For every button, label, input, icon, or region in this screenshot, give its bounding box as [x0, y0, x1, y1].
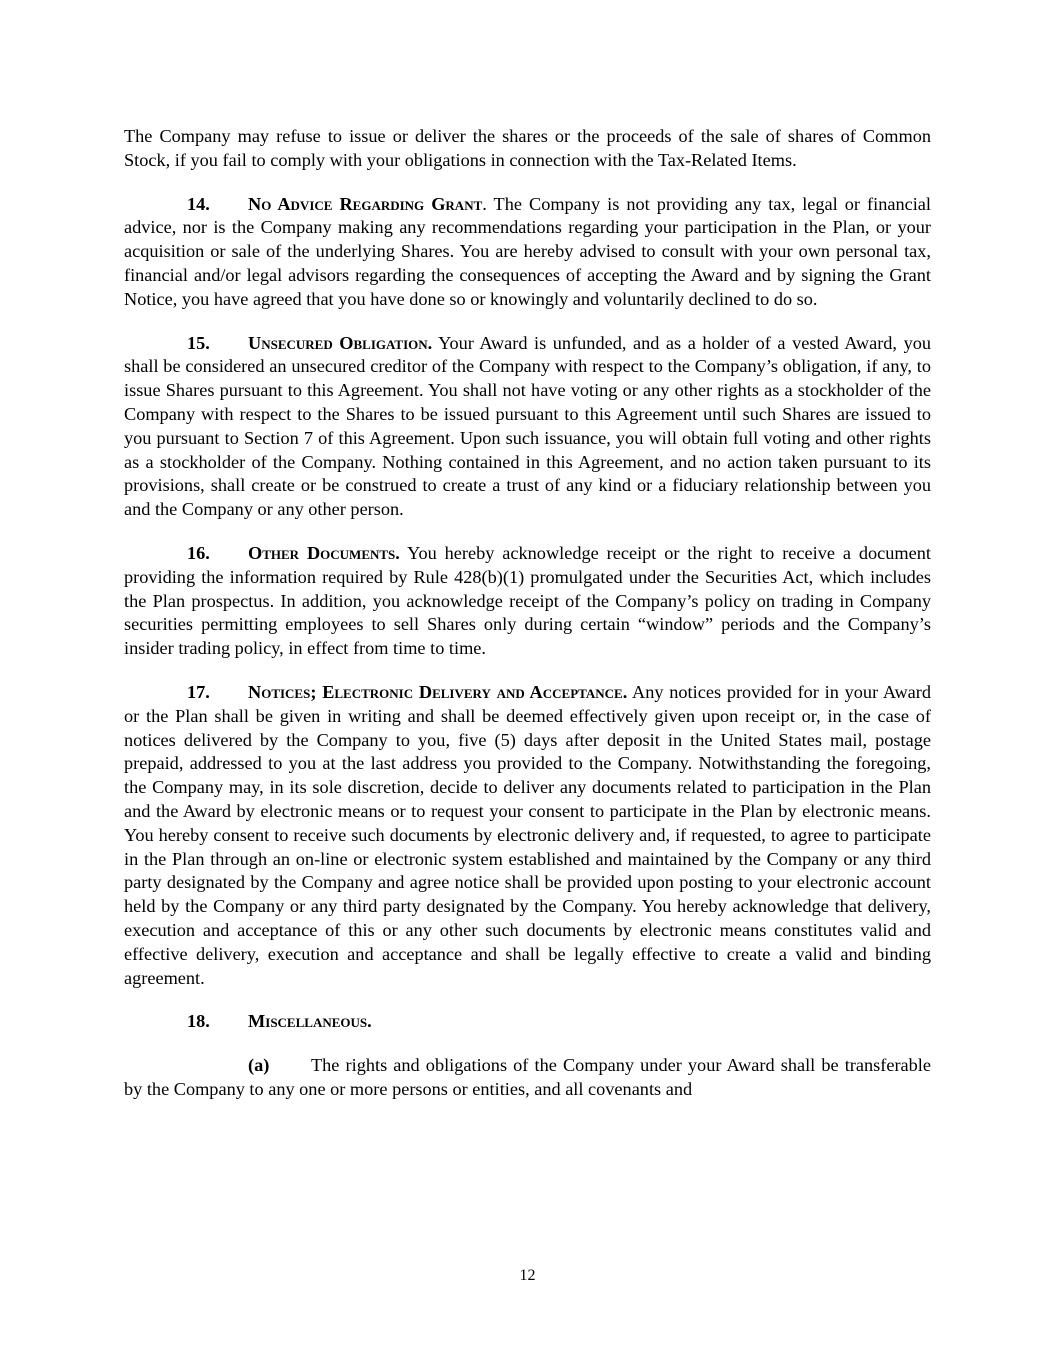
section-heading: Other Documents. [248, 542, 400, 563]
subsection-text: The rights and obligations of the Company under your Award shall be transferable by the Company to any one or more persons or entities, and all covenants and [124, 1055, 931, 1099]
section-heading: Notices; Electronic Delivery and Acceptance. [248, 681, 628, 702]
section-heading: No Advice Regarding Grant [248, 193, 483, 214]
intro-paragraph: The Company may refuse to issue or deliver the shares or the proceeds of the sale of shares of Common Stock, if you fail to comply with your obligations in connection with the Tax-Related Items. [124, 126, 931, 170]
subsection-a [124, 1054, 931, 1102]
section-heading-punct: . [482, 193, 487, 214]
section-16 [124, 542, 931, 661]
section-text: The Company is not providing any tax, legal or financial advice, nor is the Company making any recommendations regarding your participation in the Plan, or your acquisition or sale of the underlying Shares. You are hereby advised to consult with your own personal tax, financial and/or legal advisors regarding the consequences of accepting the Award and by signing the Grant Notice, you have agreed that you have done so or knowingly and voluntarily declined to do so. [124, 193, 931, 309]
section-17 [124, 681, 931, 990]
section-number: 14. [187, 193, 210, 214]
section-number: 18. [187, 1011, 210, 1032]
section-number: 16. [187, 542, 210, 563]
section-heading: Unsecured Obligation. [248, 332, 433, 353]
section-text: You hereby acknowledge receipt or the right to receive a document providing the information required by Rule 428(b)(1) promulgated under the Securities Act, which includes the Plan prospectus. In addition, you acknowledge receipt of the Company’s policy on trading in Company securities permitting employees to sell Shares only during certain “window” periods and the Company’s insider trading policy, in effect from time to time. [124, 542, 931, 659]
section-14 [124, 193, 931, 312]
subsection-label: (a) [248, 1055, 270, 1076]
section-15 [124, 332, 931, 522]
section-text: Your Award is unfunded, and as a holder of a vested Award, you shall be considered an unsecured creditor of the Company with respect to the Company’s obligation, if any, to issue Shares pursuant to this Agreement. You shall not have voting or any other rights as a stockholder of the Company with respect to the Shares to be issued pursuant to this Agreement until such Shares are issued to you pursuant to Section 7 of this Agreement. Upon such issuance, you will obtain full voting and other rights as a stockholder of the Company. Nothing contained in this Agreement, and no action taken pursuant to its provisions, shall create or be construed to create a trust of any kind or a fiduciary relationship between you and the Company or any other person. [124, 332, 931, 520]
section-number: 15. [187, 332, 210, 353]
section-text: Any notices provided for in your Award or the Plan shall be given in writing and shall be deemed effectively given upon receipt or, in the case of notices delivered by the Company to you, five (5) days after deposit in the United States mail, postage prepaid, addressed to you at the last address you provided to the Company. Notwithstanding the foregoing, the Company may, in its sole discretion, decide to deliver any documents related to participation in the Plan and the Award by electronic means or to request your consent to participate in the Plan by electronic means. You hereby consent to receive such documents by electronic delivery and, if requested, to agree to participate in the Plan through an on-line or electronic system established and maintained by the Company or any third party designated by the Company and agree notice shall be provided upon posting to your electronic account held by the Company or any third party designated by the Company. You hereby acknowledge that delivery, execution and acceptance of this or any other such documents by electronic means constitutes valid and effective delivery, execution and acceptance and shall be legally effective to create a valid and binding agreement. [124, 681, 931, 988]
section-18 [124, 1010, 931, 1034]
section-heading: Miscellaneous. [248, 1011, 372, 1032]
document-page [124, 125, 931, 1122]
page-number: 12 [519, 1267, 536, 1284]
section-number: 17. [187, 681, 210, 702]
